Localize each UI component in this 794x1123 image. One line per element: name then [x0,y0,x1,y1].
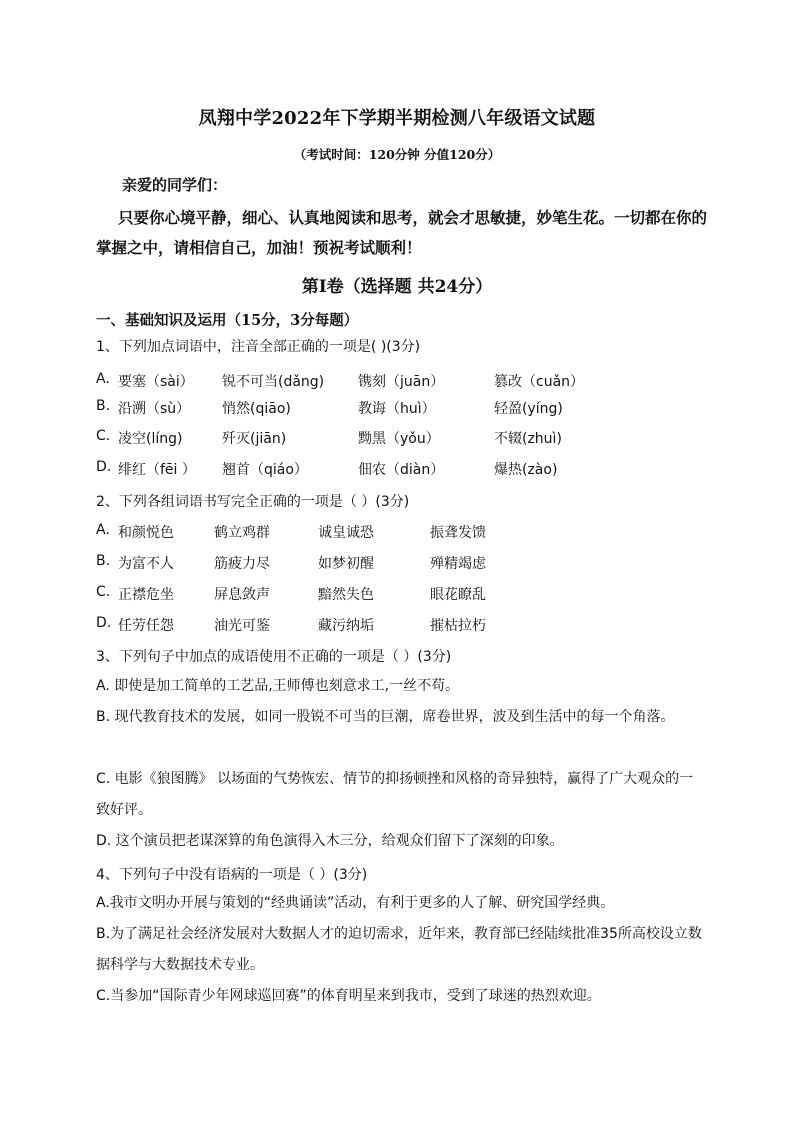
option-label: A. [96,371,110,387]
option-item: 要塞（sài） [118,374,194,390]
intro-paragraph: 只要你心境平静，细心、认真地阅读和思考，就会才思敏捷，妙笔生花。一切都在你的掌握之中，请相信自己，加油！预祝考试顺利！ [96,208,708,257]
option-item: 教诲（huì） [358,401,436,417]
option-item: 振聋发馈 [430,525,486,541]
q4-option-b: B.为了满足社会经济发展对大数据人才的迫切需求，近年来，教育部已经陆续批准35所高校设立数据科学与大数据技术专业。 [96,926,702,973]
greeting: 亲爱的同学们： [122,176,228,194]
option-item: 篡改（cuǎn） [494,374,585,390]
option-item: 黯然失色 [318,587,374,603]
section-title: 第Ⅰ卷（选择题 共24分） [301,277,493,297]
q3-option-d: D. 这个演员把老谋深算的角色演得入木三分，给观众们留下了深刻的印象。 [96,833,564,849]
option-item: 正襟危坐 [118,587,174,603]
part-title: 一、基础知识及运用（15分，3分每题） [96,312,359,329]
option-item: 诚皇诚恐 [318,525,374,541]
q4-option-a: A.我市文明办开展与策划的“经典诵读”活动，有利于更多的人了解、研究国学经典。 [96,895,615,911]
q4-option-c: C.当参加“国际青少年网球巡回赛”的体育明星来到我市，受到了球迷的热烈欢迎。 [96,988,601,1004]
q2-stem: 2、下列各组词语书写完全正确的一项是（ ）(3分) [96,494,410,510]
option-item: 凌空(líng) [118,431,183,447]
option-item: 眼花瞭乱 [430,587,486,603]
option-item: 沿溯（sù） [118,401,191,417]
option-item: 爆热(zào) [494,462,558,478]
option-label: D. [96,459,112,475]
option-item: 殚精竭虑 [430,556,486,572]
option-item: 任劳任怨 [118,618,174,634]
option-item: 屏息敛声 [214,587,270,603]
option-label: B. [96,398,111,414]
option-item: 不辍(zhuì) [494,431,562,447]
option-item: 摧枯拉朽 [430,618,486,634]
q3-option-b: B. 现代教育技术的发展，如同一股锐不可当的巨潮，席卷世界，波及到生活中的每一个角落。 [96,709,675,725]
option-item: 藏污纳垢 [318,618,374,634]
q3-option-a: A. 即使是加工简单的工艺品,王师傅也刻意求工,一丝不苟。 [96,678,460,694]
option-item: 为富不人 [118,556,174,572]
exam-subtitle: （考试时间：120分钟 分值120分） [293,147,501,162]
option-label: A. [96,522,110,538]
option-item: 悄然(qiāo) [222,401,291,417]
option-label: C. [96,584,111,600]
option-item: 油光可鉴 [214,618,270,634]
q3-stem: 3、下列句子中加点的成语使用不正确的一项是（ ）(3分) [96,649,452,665]
option-label: B. [96,553,111,569]
q4-stem: 4、下列句子中没有语病的一项是（ ）(3分) [96,867,368,883]
option-item: 轻盈(yíng) [494,401,563,417]
option-item: 绯红（fēi ） [118,462,196,478]
option-item: 黝黑（yǒu） [358,431,440,447]
option-item: 如梦初醒 [318,556,374,572]
option-item: 筋疲力尽 [214,556,270,572]
option-item: 镌刻（juān） [358,374,445,390]
exam-title: 凤翔中学2022年下学期半期检测八年级语文试题 [198,108,596,129]
option-item: 歼灭(jiān) [222,431,287,447]
option-item: 佃农（diàn） [358,462,445,478]
option-item: 锐不可当(dǎng) [222,374,325,390]
option-item: 和颜悦色 [118,525,174,541]
option-label: D. [96,615,112,631]
q3-option-c: C. 电影《狼图腾》 以场面的气势恢宏、情节的抑扬顿挫和风格的奇异独特，赢得了广大观众的一致好评。 [96,771,694,818]
option-item: 翘首（qiáo） [222,462,308,478]
q1-stem: 1、下列加点词语中，注音全部正确的一项是( )(3分) [96,339,421,355]
option-label: C. [96,428,111,444]
option-item: 鹤立鸡群 [214,525,270,541]
